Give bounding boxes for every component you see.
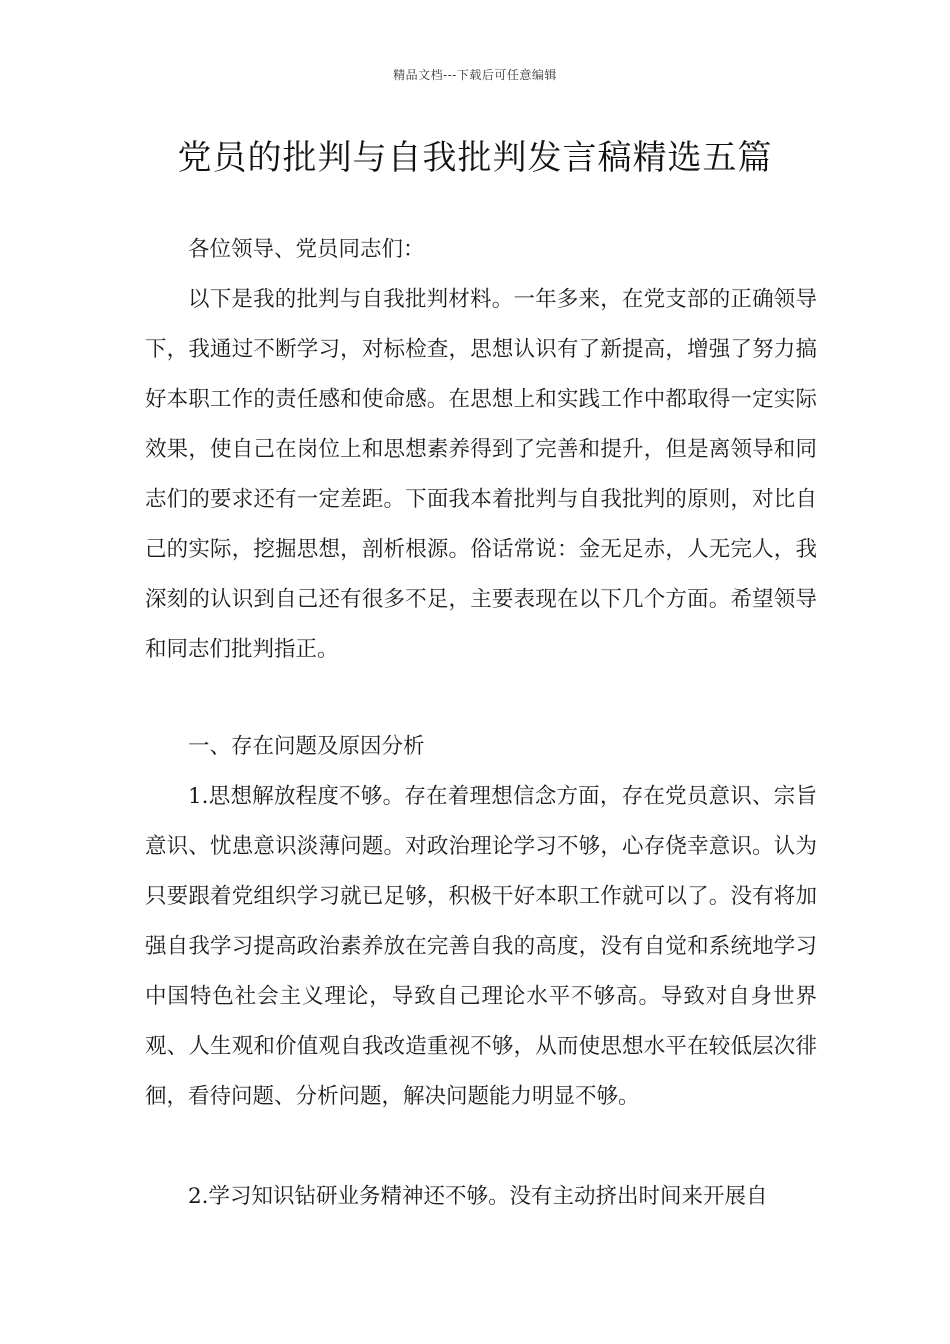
item-2-paragraph: [145, 1172, 817, 1222]
header-note: 精品文档---下载后可任意编辑: [393, 68, 557, 82]
document-title: 党员的批判与自我批判发言稿精选五篇: [177, 138, 773, 178]
section-heading-text: 一、存在问题及原因分析: [188, 734, 425, 759]
section-heading: [145, 722, 817, 772]
salutation-text: 各位领导、党员同志们：: [188, 237, 425, 262]
item-2-paragraph-text: 2.学习知识钻研业务精神还不够。没有主动挤出时间来开展自: [188, 1184, 768, 1209]
intro-paragraph: [145, 275, 817, 675]
item-1-paragraph-text: 1.思想解放程度不够。存在着理想信念方面，存在党员意识、宗旨意识、忧患意识淡薄问题。对政治理论学习不够，心存侥幸意识。认为只要跟着党组织学习就已足够，积极干好本职工作就可以了。没有将加强自我学习提高政治素养放在完善自我的高度，没有自觉和系统地学习中国特色社会主义理论，导致自己理论水平不够高。导致对自身世界观、人生观和价值观自我改造重视不够，从而使思想水平在较低层次徘徊，看待问题、分析问题，解决问题能力明显不够。: [145, 784, 817, 1109]
salutation: [145, 225, 817, 275]
intro-paragraph-text: 以下是我的批判与自我批判材料。一年多来，在党支部的正确领导下，我通过不断学习，对标检查，思想认识有了新提高，增强了努力搞好本职工作的责任感和使命感。在思想上和实践工作中都取得一定实际效果，使自己在岗位上和思想素养得到了完善和提升，但是离领导和同志们的要求还有一定差距。下面我本着批判与自我批判的原则，对比自己的实际，挖掘思想，剖析根源。俗话常说：金无足赤，人无完人，我深刻的认识到自己还有很多不足，主要表现在以下几个方面。希望领导和同志们批判指正。: [145, 287, 817, 662]
item-1-paragraph: [145, 772, 817, 1122]
